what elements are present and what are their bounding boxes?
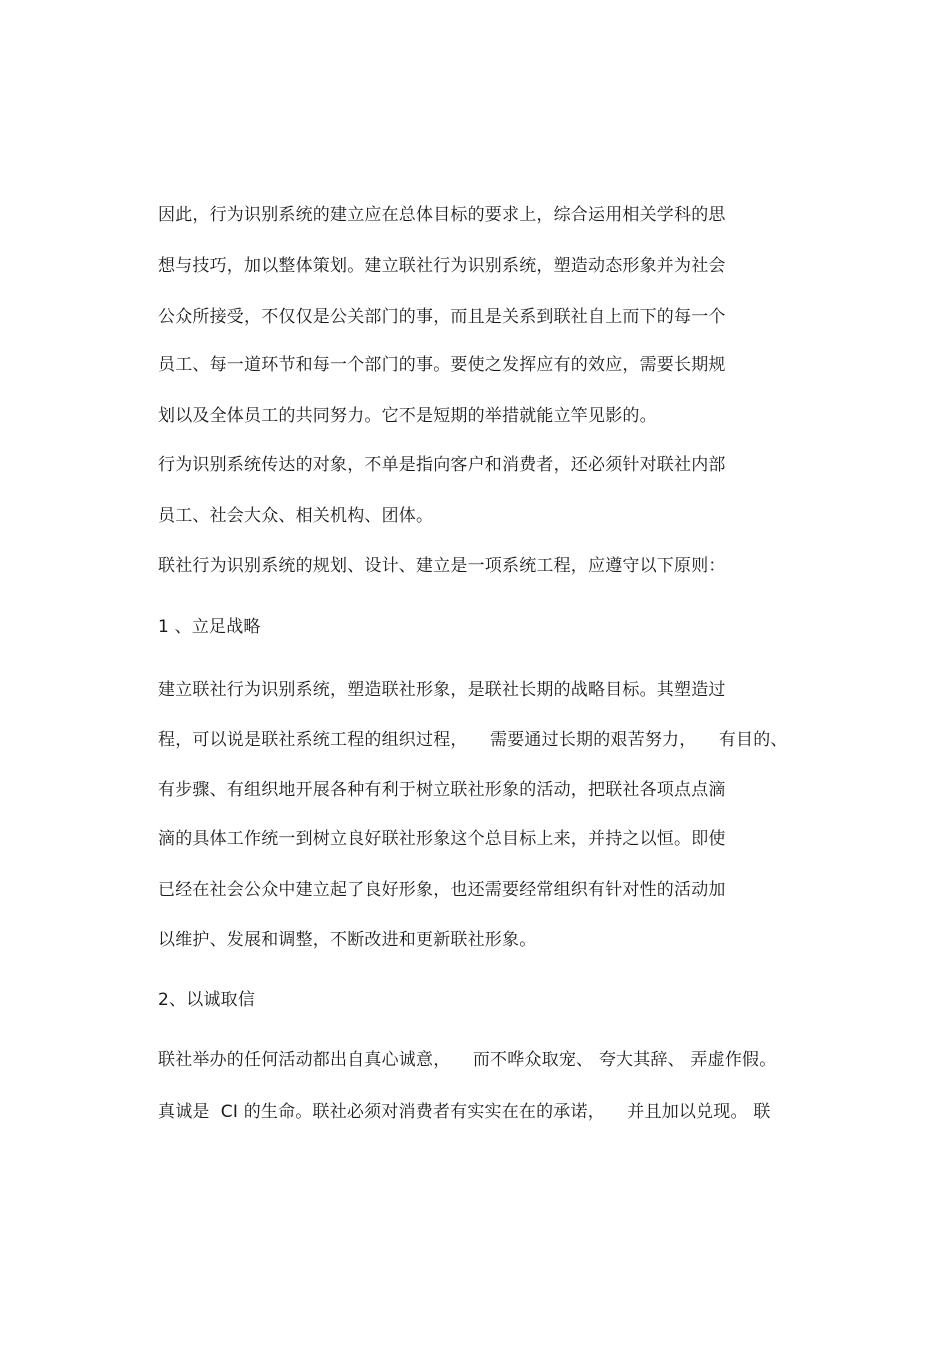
paragraph-line: 真诚是 CI 的生命。联社必须对消费者有实实在在的承诺， 并且加以兑现。 联: [158, 1102, 771, 1122]
paragraph-line: 有步骤、有组织地开展各种有利于树立联社形象的活动，把联社各项点点滴: [158, 780, 726, 800]
paragraph-line: 滴的具体工作统一到树立良好联社形象这个总目标上来，并持之以恒。即使: [158, 829, 726, 849]
paragraph-line: 公众所接受，不仅仅是公关部门的事，而且是关系到联社自上而下的每一个: [158, 307, 726, 327]
paragraph-line: 程，可以说是联社系统工程的组织过程， 需要通过长期的艰苦努力， 有目的、: [158, 730, 788, 750]
paragraph-line: 划以及全体员工的共同努力。它不是短期的举措就能立竿见影的。: [158, 406, 657, 426]
paragraph-line: 行为识别系统传达的对象，不单是指向客户和消费者，还必须针对联社内部: [158, 455, 726, 475]
paragraph-line: 员工、社会大众、相关机构、团体。: [158, 506, 434, 526]
paragraph-line: 员工、每一道环节和每一个部门的事。要使之发挥应有的效应，需要长期规: [158, 355, 726, 375]
paragraph-line: 建立联社行为识别系统，塑造联社形象，是联社长期的战略目标。其塑造过: [158, 680, 726, 700]
section-heading: 2、以诚取信: [158, 990, 256, 1010]
paragraph-line: 联社行为识别系统的规划、设计、建立是一项系统工程，应遵守以下原则：: [158, 556, 726, 576]
paragraph-line: 以维护、发展和调整，不断改进和更新联社形象。: [158, 930, 537, 950]
paragraph-line: 已经在社会公众中建立起了良好形象，也还需要经常组织有针对性的活动加: [158, 880, 726, 900]
paragraph-line: 想与技巧，加以整体策划。建立联社行为识别系统，塑造动态形象并为社会: [158, 256, 726, 276]
section-heading: 1 、立足战略: [158, 617, 261, 637]
paragraph-line: 因此，行为识别系统的建立应在总体目标的要求上，综合运用相关学科的思: [158, 205, 726, 225]
paragraph-line: 联社举办的任何活动都出自真心诚意， 而不哗众取宠、 夸大其辞、 弄虚作假。: [158, 1050, 777, 1070]
